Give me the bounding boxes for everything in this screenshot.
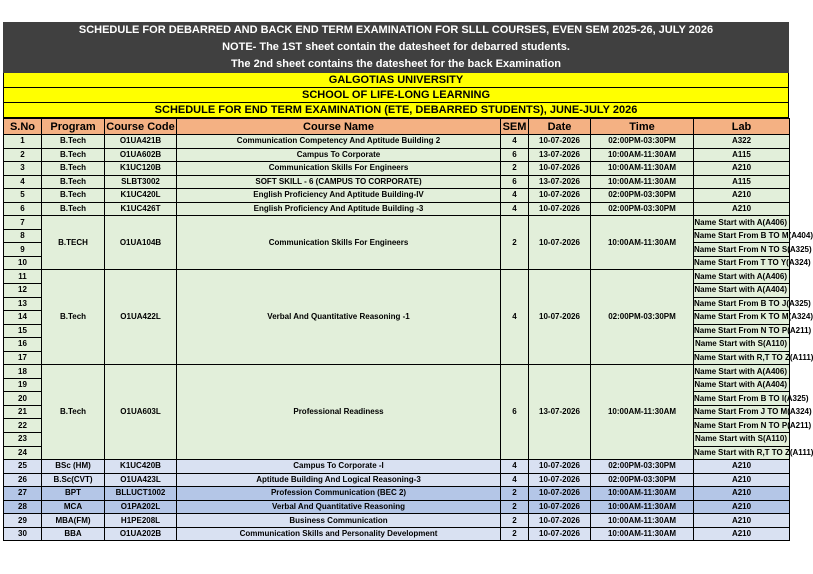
table-row	[4, 202, 790, 216]
lab-cell: A210	[694, 500, 790, 514]
course-code-cell: K1UC420B	[105, 460, 177, 474]
schedule-table	[3, 118, 813, 541]
school-name: SCHOOL OF LIFE-LONG LEARNING	[3, 88, 789, 103]
program-cell: BSc (HM)	[42, 460, 105, 474]
time-cell: 02:00PM-03:30PM	[591, 460, 694, 474]
header-note-1: NOTE- The 1ST sheet contain the datesheet for debarred students.	[222, 41, 570, 53]
lab-cell: A210	[694, 189, 790, 203]
program-cell: MCA	[42, 500, 105, 514]
table-row	[4, 175, 790, 189]
lab-cell: A115	[694, 148, 790, 162]
table-row	[4, 460, 790, 474]
table-row	[4, 500, 790, 514]
sno-cell: 26	[4, 473, 42, 487]
course-name-cell: Communication Competency And Aptitude Building 2	[177, 135, 501, 149]
table-row	[4, 527, 790, 541]
time-cell: 02:00PM-03:30PM	[591, 270, 694, 365]
sno-cell: 18	[4, 365, 42, 379]
column-header: Course Code	[106, 120, 175, 133]
date-cell: 10-07-2026	[529, 473, 591, 487]
program-cell: B.TECH	[42, 216, 105, 270]
program-cell: B.Tech	[42, 270, 105, 365]
sno-cell: 27	[4, 487, 42, 501]
sno-cell: 5	[4, 189, 42, 203]
sem-cell: 2	[501, 500, 529, 514]
sno-cell: 24	[4, 446, 42, 460]
sno-cell: 9	[4, 243, 42, 257]
table-row	[4, 189, 790, 203]
course-code-cell: O1UA602B	[105, 148, 177, 162]
course-name-cell: Professional Readiness	[177, 365, 501, 460]
time-cell: 02:00PM-03:30PM	[591, 202, 694, 216]
table-row	[4, 487, 790, 501]
sno-cell: 23	[4, 433, 42, 447]
course-code-cell: BLLUCT1002	[105, 487, 177, 501]
table-row	[4, 162, 790, 176]
sem-cell: 2	[501, 162, 529, 176]
lab-cell: A210	[694, 473, 790, 487]
sno-cell: 28	[4, 500, 42, 514]
course-code-cell: O1UA421B	[105, 135, 177, 149]
sno-cell: 4	[4, 175, 42, 189]
program-cell: B.Tech	[42, 135, 105, 149]
program-cell: B.Tech	[42, 365, 105, 460]
sno-cell: 14	[4, 311, 42, 325]
time-cell: 02:00PM-03:30PM	[591, 135, 694, 149]
course-code-cell: O1UA202B	[105, 527, 177, 541]
course-code-cell: K1UC420L	[105, 189, 177, 203]
date-cell: 10-07-2026	[529, 514, 591, 528]
date-cell: 13-07-2026	[529, 365, 591, 460]
table-body	[4, 135, 813, 541]
lab-cell: Name Start with R,T TO Z(A111)	[694, 446, 790, 460]
lab-cell: Name Start with R,T TO Z(A111)	[694, 351, 790, 365]
lab-cell: A210	[694, 487, 790, 501]
course-name-cell: Communication Skills For Engineers	[177, 162, 501, 176]
university-name: GALGOTIAS UNIVERSITY	[3, 73, 789, 88]
time-cell: 10:00AM-11:30AM	[591, 487, 694, 501]
table-row	[4, 473, 790, 487]
program-cell: B.Tech	[42, 189, 105, 203]
table-header-row	[4, 119, 790, 135]
time-cell: 10:00AM-11:30AM	[591, 162, 694, 176]
lab-cell: Name Start with S(A110)	[694, 338, 790, 352]
course-name-cell: Communication Skills For Engineers	[177, 216, 501, 270]
date-cell: 10-07-2026	[529, 135, 591, 149]
date-cell: 10-07-2026	[529, 162, 591, 176]
course-code-cell: O1UA603L	[105, 365, 177, 460]
header-banner	[3, 22, 789, 73]
course-code-cell: SLBT3002	[105, 175, 177, 189]
course-code-cell: O1PA202L	[105, 500, 177, 514]
time-cell: 10:00AM-11:30AM	[591, 527, 694, 541]
sno-cell: 16	[4, 338, 42, 352]
time-cell: 10:00AM-11:30AM	[591, 216, 694, 270]
table-row	[4, 216, 790, 230]
course-code-cell: O1UA423L	[105, 473, 177, 487]
lab-cell: Name Start From B TO M(A404)	[694, 229, 790, 243]
table-row	[4, 135, 790, 149]
time-cell: 10:00AM-11:30AM	[591, 365, 694, 460]
date-cell: 10-07-2026	[529, 460, 591, 474]
course-name-cell: Profession Communication (BEC 2)	[177, 487, 501, 501]
schedule-title: SCHEDULE FOR END TERM EXAMINATION (ETE, DEBARRED STUDENTS), JUNE-JULY 2026	[3, 103, 789, 118]
table-row	[4, 514, 790, 528]
sem-cell: 4	[501, 460, 529, 474]
course-name-cell: Campus To Corporate	[177, 148, 501, 162]
sem-cell: 4	[501, 270, 529, 365]
sno-cell: 15	[4, 324, 42, 338]
time-cell: 02:00PM-03:30PM	[591, 473, 694, 487]
course-code-cell: O1UA422L	[105, 270, 177, 365]
sem-cell: 2	[501, 527, 529, 541]
lab-cell: A210	[694, 162, 790, 176]
program-cell: MBA(FM)	[42, 514, 105, 528]
column-header: Course Name	[177, 119, 501, 135]
time-cell: 10:00AM-11:30AM	[591, 148, 694, 162]
lab-cell: A210	[694, 202, 790, 216]
lab-cell: Name Start with A(A404)	[694, 284, 790, 298]
sem-cell: 2	[501, 216, 529, 270]
date-cell: 10-07-2026	[529, 527, 591, 541]
lab-cell: A322	[694, 135, 790, 149]
lab-cell: A210	[694, 527, 790, 541]
sem-cell: 6	[501, 365, 529, 460]
column-header: Lab	[694, 119, 790, 135]
header-title: SCHEDULE FOR DEBARRED AND BACK END TERM EXAMINATION FOR SLLL COURSES, EVEN SEM 2025-26, JULY 2026	[78, 24, 714, 36]
course-code-cell: O1UA104B	[105, 216, 177, 270]
sno-cell: 29	[4, 514, 42, 528]
lab-cell: Name Start From J TO M(A324)	[694, 405, 790, 419]
course-name-cell: Communication Skills and Personality Development	[177, 527, 501, 541]
sno-cell: 22	[4, 419, 42, 433]
sno-cell: 20	[4, 392, 42, 406]
course-code-cell: K1UC120B	[105, 162, 177, 176]
sem-cell: 4	[501, 189, 529, 203]
time-cell: 10:00AM-11:30AM	[591, 175, 694, 189]
sno-cell: 17	[4, 351, 42, 365]
sem-cell: 6	[501, 175, 529, 189]
time-cell: 10:00AM-11:30AM	[591, 500, 694, 514]
sno-cell: 6	[4, 202, 42, 216]
course-name-cell: Campus To Corporate -I	[177, 460, 501, 474]
sno-cell: 12	[4, 284, 42, 298]
column-header: Time	[591, 119, 694, 135]
column-header: Program	[42, 119, 105, 135]
lab-cell: Name Start From N TO S(A325)	[694, 243, 790, 257]
column-header: S.No	[4, 119, 42, 135]
sem-cell: 4	[501, 135, 529, 149]
course-name-cell: Verbal And Quantitative Reasoning	[177, 500, 501, 514]
lab-cell: Name Start From N TO P(A211)	[694, 324, 790, 338]
program-cell: BPT	[42, 487, 105, 501]
course-name-cell: English Proficiency And Aptitude Building-IV	[177, 189, 501, 203]
lab-cell: A210	[694, 460, 790, 474]
date-cell: 10-07-2026	[529, 189, 591, 203]
program-cell: B.Sc(CVT)	[42, 473, 105, 487]
lab-cell: A115	[694, 175, 790, 189]
date-cell: 10-07-2026	[529, 270, 591, 365]
lab-cell: Name Start From T TO Y(A324)	[694, 256, 790, 270]
time-cell: 02:00PM-03:30PM	[591, 189, 694, 203]
lab-cell: Name Start From N TO P(A211)	[694, 419, 790, 433]
sem-cell: 4	[501, 202, 529, 216]
time-cell: 10:00AM-11:30AM	[591, 514, 694, 528]
sno-cell: 30	[4, 527, 42, 541]
sno-cell: 13	[4, 297, 42, 311]
lab-cell: Name Start with A(A406)	[694, 270, 790, 284]
sno-cell: 2	[4, 148, 42, 162]
course-name-cell: Verbal And Quantitative Reasoning -1	[177, 270, 501, 365]
sno-cell: 1	[4, 135, 42, 149]
sem-cell: 4	[501, 473, 529, 487]
lab-cell: Name Start with A(A404)	[694, 378, 790, 392]
sno-cell: 19	[4, 378, 42, 392]
program-cell: B.Tech	[42, 175, 105, 189]
lab-cell: Name Start with A(A406)	[694, 216, 790, 230]
sno-cell: 10	[4, 256, 42, 270]
date-cell: 10-07-2026	[529, 487, 591, 501]
lab-cell: Name Start From K TO M(A324)	[694, 311, 790, 325]
course-name-cell: English Proficiency And Aptitude Building -3	[177, 202, 501, 216]
course-name-cell: Aptitude Building And Logical Reasoning-3	[177, 473, 501, 487]
table-row	[4, 270, 790, 284]
lab-cell: Name Start with S(A110)	[694, 433, 790, 447]
schedule-sheet	[3, 22, 813, 541]
lab-cell: Name Start From B TO J(A325)	[694, 297, 790, 311]
date-cell: 10-07-2026	[529, 216, 591, 270]
course-name-cell: Business Communication	[177, 514, 501, 528]
header-note-2: The 2nd sheet contains the datesheet for the back Examination	[230, 58, 562, 70]
sno-cell: 3	[4, 162, 42, 176]
column-header: SEM	[501, 119, 529, 135]
sno-cell: 25	[4, 460, 42, 474]
lab-cell: A210	[694, 514, 790, 528]
sem-cell: 2	[501, 514, 529, 528]
sno-cell: 7	[4, 216, 42, 230]
table-row	[4, 365, 790, 379]
course-code-cell: K1UC426T	[105, 202, 177, 216]
date-cell: 10-07-2026	[529, 500, 591, 514]
table-row	[4, 148, 790, 162]
course-name-cell: SOFT SKILL - 6 (CAMPUS TO CORPORATE)	[177, 175, 501, 189]
program-cell: BBA	[42, 527, 105, 541]
sem-cell: 6	[501, 148, 529, 162]
column-header: Date	[529, 119, 591, 135]
date-cell: 10-07-2026	[529, 202, 591, 216]
lab-cell: Name Start with A(A406)	[694, 365, 790, 379]
program-cell: B.Tech	[42, 148, 105, 162]
lab-cell: Name Start From B TO I(A325)	[694, 392, 790, 406]
sno-cell: 21	[4, 405, 42, 419]
program-cell: B.Tech	[42, 162, 105, 176]
sno-cell: 11	[4, 270, 42, 284]
program-cell: B.Tech	[42, 202, 105, 216]
date-cell: 13-07-2026	[529, 148, 591, 162]
sno-cell: 8	[4, 229, 42, 243]
course-code-cell: H1PE208L	[105, 514, 177, 528]
sem-cell: 2	[501, 487, 529, 501]
date-cell: 13-07-2026	[529, 175, 591, 189]
